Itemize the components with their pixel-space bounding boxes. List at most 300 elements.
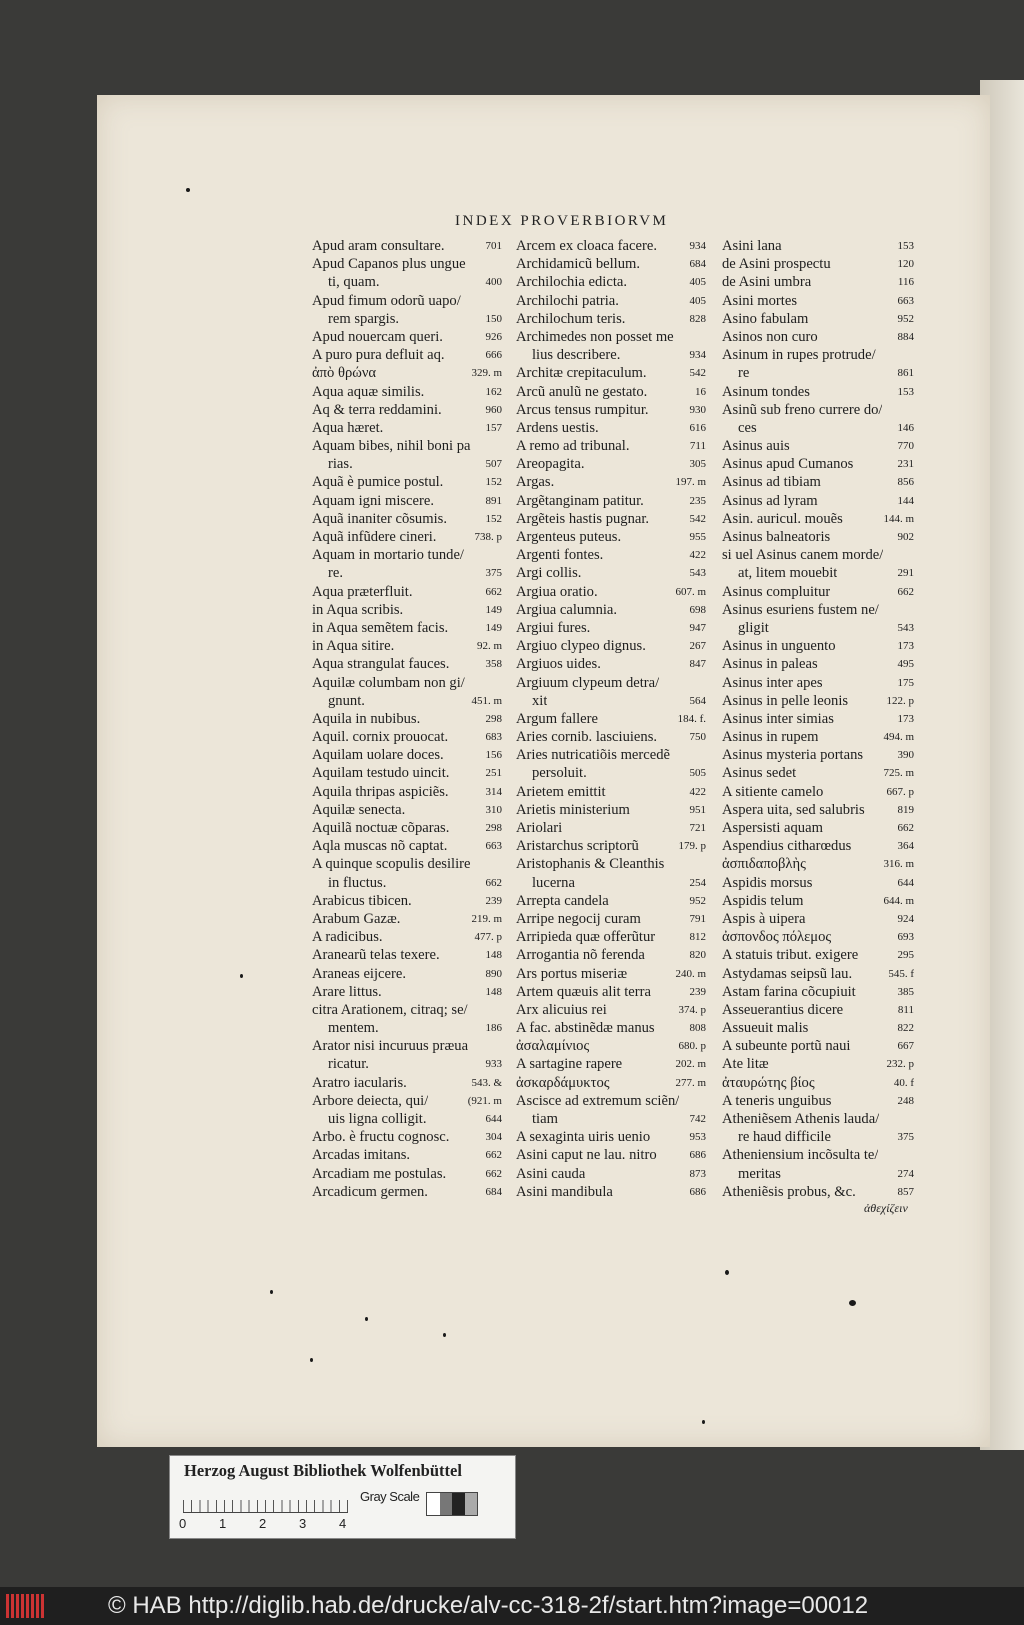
entry-text: Architæ crepitaculum. <box>516 365 647 382</box>
entry-text: Asinus ad lyram <box>722 492 818 509</box>
entry-page-number: 358 <box>485 658 502 671</box>
entry-page-number: 232. p <box>886 1058 914 1071</box>
index-entry <box>722 619 914 637</box>
index-entry <box>722 1001 914 1019</box>
index-entry <box>312 874 502 892</box>
entry-text: Areopagita. <box>516 456 585 473</box>
entry-page-number: 543 <box>689 567 706 580</box>
entry-page-number: 144 <box>897 494 914 507</box>
entry-page-number <box>499 855 502 873</box>
index-entry <box>516 946 706 964</box>
entry-page-number <box>499 674 502 692</box>
index-entry <box>312 946 502 964</box>
entry-text: si uel Asinus canem morde/ <box>722 547 884 564</box>
entry-page-number: 662 <box>485 1167 502 1180</box>
entry-page-number: 329. m <box>471 367 502 380</box>
index-entry <box>722 564 914 582</box>
entry-page-number: 819 <box>897 803 914 816</box>
entry-text: Astam farina cõcupiuit <box>722 983 856 1000</box>
index-entry <box>516 874 706 892</box>
entry-page-number: 667 <box>897 1040 914 1053</box>
entry-page-number: 422 <box>689 549 706 562</box>
entry-text: Aquilam testudo uincit. <box>312 765 450 782</box>
entry-text: A sartagine rapere <box>516 1056 623 1073</box>
entry-page-number <box>911 601 914 619</box>
index-entry <box>516 710 706 728</box>
entry-text: Argiuo clypeo dignus. <box>516 638 646 655</box>
paper-speck <box>270 1290 273 1294</box>
entry-page-number: 122. p <box>886 694 914 707</box>
entry-text: de Asini umbra <box>722 274 812 291</box>
index-entry <box>312 1074 502 1092</box>
entry-page-number: 884 <box>897 330 914 343</box>
entry-text: Asini mortes <box>722 292 797 309</box>
entry-page-number: 152 <box>485 476 502 489</box>
index-entry <box>312 328 502 346</box>
entry-page-number <box>911 1146 914 1164</box>
entry-page-number: 314 <box>485 785 502 798</box>
entry-text: Arabicus tibicen. <box>312 892 412 909</box>
entry-text: in Aqua semẽtem facis. <box>312 619 449 636</box>
entry-text: Apud Capanos plus ungue <box>312 256 466 273</box>
entry-text: de Asini prospectu <box>722 256 831 273</box>
entry-page-number: 711 <box>689 440 706 453</box>
entry-text: in Aqua scribis. <box>312 601 404 618</box>
entry-text: Asin. auricul. mouẽs <box>722 510 843 527</box>
entry-page-number: (921. m <box>467 1094 502 1107</box>
entry-page-number: 148 <box>485 985 502 998</box>
paper-speck <box>365 1317 368 1321</box>
entry-page-number: 150 <box>485 312 502 325</box>
entry-text: A quinque scopulis desilire <box>312 856 471 873</box>
entry-page-number: 890 <box>485 967 502 980</box>
index-entry <box>516 1183 706 1201</box>
entry-page-number: 663 <box>485 840 502 853</box>
entry-page-number: 16 <box>695 385 706 398</box>
entry-page-number: 162 <box>485 385 502 398</box>
entry-text: Aspis à uipera <box>722 910 806 927</box>
index-entry <box>516 255 706 273</box>
entry-page-number: 120 <box>897 258 914 271</box>
index-entry <box>312 764 502 782</box>
index-entry <box>312 619 502 637</box>
entry-text: Archilochum teris. <box>516 310 626 327</box>
index-entry <box>312 583 502 601</box>
index-entry <box>516 364 706 382</box>
entry-text: Asinus apud Cumanos <box>722 456 854 473</box>
index-entry <box>516 1019 706 1037</box>
entry-text: Arietem emittit <box>516 783 606 800</box>
entry-page-number: 924 <box>897 912 914 925</box>
entry-text: Argi collis. <box>516 565 582 582</box>
index-entry <box>312 746 502 764</box>
index-entry <box>722 1165 914 1183</box>
entry-text: Aquilam uolare doces. <box>312 747 444 764</box>
index-entry <box>516 674 706 692</box>
entry-page-number: 543. & <box>471 1076 502 1089</box>
entry-page-number: 644. m <box>883 894 914 907</box>
entry-page-number: 40. f <box>893 1076 914 1089</box>
entry-text: Arrepta candela <box>516 892 609 909</box>
index-entry <box>516 1165 706 1183</box>
entry-text: Arcadas imitans. <box>312 1147 411 1164</box>
entry-text: Arripieda quæ offerũtur <box>516 929 656 946</box>
entry-page-number: 684 <box>485 1185 502 1198</box>
entry-text: Asseuerantius dicere <box>722 1001 844 1018</box>
entry-text: Ariolari <box>516 820 563 836</box>
entry-page-number: 953 <box>689 1131 706 1144</box>
index-entry <box>722 328 914 346</box>
index-entry <box>516 1037 706 1055</box>
entry-text: ἀσαλαμίνιος <box>516 1038 590 1055</box>
entry-page-number: 316. m <box>883 858 914 871</box>
entry-page-number: 157 <box>485 421 502 434</box>
entry-text: Argenti fontes. <box>516 547 604 564</box>
index-entry <box>312 510 502 528</box>
entry-page-number: 149 <box>485 603 502 616</box>
entry-text: Atheniẽsem Athenis lauda/ <box>722 1111 880 1127</box>
index-entry <box>722 1092 914 1110</box>
entry-text: Asinus in paleas <box>722 656 818 673</box>
index-entry <box>312 892 502 910</box>
entry-text: A sexaginta uiris uenio <box>516 1129 651 1146</box>
entry-page-number: 542 <box>689 367 706 380</box>
ruler-tick: 2 <box>259 1516 267 1531</box>
entry-text: Asini lana <box>722 238 782 254</box>
entry-text: Aquã inaniter cõsumis. <box>312 510 447 527</box>
index-entry <box>722 710 914 728</box>
entry-page-number: 92. m <box>476 640 502 653</box>
index-entry <box>516 746 706 764</box>
entry-text: Arbo. è fructu cognosc. <box>312 1129 450 1146</box>
index-entry <box>722 655 914 673</box>
entry-text: persoluit. <box>532 765 587 782</box>
index-entry <box>722 855 914 873</box>
entry-page-number: 721 <box>689 822 706 834</box>
entry-text: Asinus inter simias <box>722 710 834 727</box>
entry-text: Asinus ad tibiam <box>722 474 821 491</box>
index-entry <box>312 801 502 819</box>
entry-page-number: 173 <box>897 640 914 653</box>
index-entry <box>312 1019 502 1037</box>
index-entry <box>722 364 914 382</box>
entry-page-number: 197. m <box>675 476 706 489</box>
entry-page-number: 219. m <box>471 912 502 925</box>
entry-text: tiam <box>532 1111 558 1127</box>
entry-text: Asinus balneatoris <box>722 529 831 545</box>
entry-text: Artem quæuis alit terra <box>516 983 651 1000</box>
entry-text: citra Arationem, citraq; se/ <box>312 1001 468 1018</box>
entry-text: Aries nutricatiõis mercedẽ <box>516 747 670 764</box>
entry-text: in fluctus. <box>328 874 387 891</box>
entry-text: Aq & terra reddamini. <box>312 401 442 418</box>
index-column-3 <box>722 237 914 1201</box>
entry-page-number: 375 <box>897 1131 914 1144</box>
entry-text: at, litem mouebit <box>738 565 838 582</box>
centimeter-ruler <box>183 1488 348 1513</box>
entry-text: Arator nisi incuruus præua <box>312 1038 469 1055</box>
entry-page-number: 179. p <box>678 840 706 853</box>
entry-text: Argẽteis hastis pugnar. <box>516 510 650 527</box>
index-entry <box>516 1001 706 1019</box>
entry-page-number: 298 <box>485 822 502 834</box>
entry-text: Arare littus. <box>312 983 382 1000</box>
entry-page-number: 828 <box>689 312 706 325</box>
index-entry <box>722 346 914 364</box>
entry-page-number: 701 <box>485 240 502 252</box>
entry-text: Aspidis telum <box>722 892 804 909</box>
index-entry <box>516 437 706 455</box>
index-entry <box>722 528 914 546</box>
entry-page-number: 248 <box>897 1094 914 1107</box>
entry-text: Apud nouercam queri. <box>312 328 443 345</box>
entry-text: ἀπὸ θρώνα <box>312 365 377 382</box>
index-entry <box>312 837 502 855</box>
entry-page-number: 374. p <box>678 1003 706 1016</box>
entry-text: Arrogantia nõ ferenda <box>516 947 645 964</box>
index-entry <box>312 692 502 710</box>
entry-page-number: 186 <box>485 1022 502 1035</box>
entry-page-number: 494. m <box>883 731 914 744</box>
index-entry <box>516 1128 706 1146</box>
paper-speck <box>849 1300 856 1306</box>
ruler-tick: 0 <box>179 1516 187 1531</box>
index-entry <box>312 983 502 1001</box>
entry-text: Arcũ anulũ ne gestato. <box>516 383 648 400</box>
entry-text: mentem. <box>328 1020 379 1037</box>
paper-speck <box>702 1420 705 1424</box>
index-entry <box>516 473 706 491</box>
entry-page-number: 149 <box>485 621 502 634</box>
entry-page-number: 955 <box>689 531 706 543</box>
index-entry <box>312 237 502 255</box>
entry-text: Aquilã noctuæ cõparas. <box>312 820 450 836</box>
entry-page-number: 812 <box>689 931 706 944</box>
index-entry <box>312 492 502 510</box>
entry-page-number: 791 <box>689 912 706 925</box>
entry-text: Apud aram consultare. <box>312 238 445 254</box>
index-entry <box>312 255 502 273</box>
index-entry <box>312 819 502 837</box>
index-entry <box>516 819 706 837</box>
entry-page-number: 820 <box>689 949 706 962</box>
entry-text: Aquam igni miscere. <box>312 492 434 509</box>
entry-page-number: 683 <box>485 731 502 744</box>
entry-text: Argẽtanginam patitur. <box>516 492 644 509</box>
index-entry <box>722 637 914 655</box>
index-entry <box>722 383 914 401</box>
index-entry <box>516 1146 706 1164</box>
entry-page-number: 451. m <box>471 694 502 707</box>
entry-text: Argenteus puteus. <box>516 529 622 545</box>
library-scale-card <box>169 1455 516 1539</box>
index-column-2 <box>516 237 706 1201</box>
entry-page-number: 662 <box>485 585 502 598</box>
entry-text: Asini mandibula <box>516 1183 613 1200</box>
index-entry <box>722 1019 914 1037</box>
entry-page-number: 930 <box>689 403 706 416</box>
entry-page-number: 616 <box>689 421 706 434</box>
index-entry <box>312 710 502 728</box>
entry-text: Aqla muscas nõ captat. <box>312 838 448 855</box>
index-entry <box>722 473 914 491</box>
entry-page-number: 304 <box>485 1131 502 1144</box>
index-entry <box>312 546 502 564</box>
entry-text: Ate litæ <box>722 1056 769 1073</box>
entry-page-number: 477. p <box>474 931 502 944</box>
entry-text: Arbore deiecta, qui/ <box>312 1092 429 1109</box>
entry-text: gligit <box>738 619 769 636</box>
index-entry <box>312 1165 502 1183</box>
index-entry <box>722 983 914 1001</box>
entry-text: Ascisce ad extremum sciẽn/ <box>516 1092 680 1109</box>
entry-page-number: 738. p <box>474 531 502 543</box>
index-entry <box>312 1110 502 1128</box>
entry-page-number: 364 <box>897 840 914 853</box>
entry-page-number: 952 <box>689 894 706 907</box>
index-entry <box>516 510 706 528</box>
entry-text: Archilochia edicta. <box>516 274 628 291</box>
paper-speck <box>443 1333 446 1337</box>
index-entry <box>516 528 706 546</box>
paper-speck <box>240 974 243 978</box>
footer-bar <box>0 1587 1024 1625</box>
entry-text: A fac. abstinẽdæ manus <box>516 1020 655 1037</box>
entry-page-number: 156 <box>485 749 502 762</box>
entry-text: Asinũ sub freno currere do/ <box>722 401 883 418</box>
index-entry <box>516 292 706 310</box>
entry-text: Asinum in rupes protrude/ <box>722 347 876 364</box>
entry-text: Ardens uestis. <box>516 419 599 436</box>
index-entry <box>312 855 502 873</box>
entry-page-number: 933 <box>485 1058 502 1071</box>
entry-page-number: 934 <box>689 240 706 252</box>
entry-page-number: 770 <box>897 440 914 453</box>
entry-text: rem spargis. <box>328 310 400 327</box>
entry-page-number: 405 <box>689 276 706 289</box>
ruler-tick: 1 <box>219 1516 227 1531</box>
index-entry <box>722 946 914 964</box>
index-entry <box>312 728 502 746</box>
running-header: INDEX PROVERBIORVM <box>455 213 669 229</box>
entry-page-number: 947 <box>689 621 706 634</box>
entry-page-number: 808 <box>689 1022 706 1035</box>
index-entry <box>312 601 502 619</box>
index-entry <box>516 783 706 801</box>
entry-page-number <box>499 437 502 455</box>
entry-page-number: 184. f. <box>677 712 706 725</box>
index-entry <box>516 728 706 746</box>
index-entry <box>516 764 706 782</box>
entry-page-number: 144. m <box>883 512 914 525</box>
gray-scale-label: Gray Scale <box>360 1489 420 1504</box>
entry-text: ἀσπιδαποβλὴς <box>722 856 806 873</box>
entry-text: Argiua oratio. <box>516 583 598 600</box>
index-entry <box>722 746 914 764</box>
entry-text: Aspera uita, sed salubris <box>722 801 865 818</box>
index-entry <box>516 564 706 582</box>
index-entry <box>312 1037 502 1055</box>
entry-text: Aquila thripas aspiciẽs. <box>312 783 449 800</box>
index-entry <box>722 401 914 419</box>
entry-page-number <box>499 255 502 273</box>
entry-page-number: 662 <box>897 822 914 834</box>
entry-text: lucerna <box>532 874 575 891</box>
entry-page-number: 507 <box>485 458 502 471</box>
ruler-tick: 3 <box>299 1516 307 1531</box>
entry-text: Asini caput ne lau. nitro <box>516 1147 657 1164</box>
entry-text: uis ligna colligit. <box>328 1111 427 1127</box>
index-entry <box>722 546 914 564</box>
index-entry <box>722 1037 914 1055</box>
entry-page-number: 251 <box>485 767 502 780</box>
entry-text: Aquil. cornix prouocat. <box>312 729 449 746</box>
entry-page-number: 926 <box>485 330 502 343</box>
footer-copyright-url[interactable]: © HAB http://diglib.hab.de/drucke/alv-cc-318-2f/start.htm?image=00012 <box>108 1592 869 1619</box>
entry-text: Arcem ex cloaca facere. <box>516 238 657 254</box>
entry-page-number: 202. m <box>675 1058 706 1071</box>
paper-speck <box>725 1270 729 1275</box>
index-entry <box>312 473 502 491</box>
index-entry <box>516 492 706 510</box>
entry-page-number: 952 <box>897 312 914 325</box>
entry-text: Arcadicum germen. <box>312 1183 428 1200</box>
entry-text: re. <box>328 565 343 582</box>
entry-page-number: 667. p <box>886 785 914 798</box>
entry-text: A sitiente camelo <box>722 783 824 800</box>
entry-page-number: 644 <box>485 1113 502 1125</box>
entry-text: Arcadiam me postulas. <box>312 1165 447 1182</box>
entry-text: Arx alicuius rei <box>516 1001 607 1018</box>
index-entry <box>722 292 914 310</box>
catchword: ἀθεχίζειν <box>864 1201 908 1215</box>
index-entry <box>722 437 914 455</box>
entry-text: lius describere. <box>532 347 621 364</box>
entry-page-number: 422 <box>689 785 706 798</box>
entry-page-number: 811 <box>897 1003 914 1016</box>
index-entry <box>722 601 914 619</box>
index-entry <box>312 674 502 692</box>
ruler-tick: 4 <box>339 1516 347 1531</box>
entry-page-number: 742 <box>689 1113 706 1125</box>
entry-text: A subeunte portũ naui <box>722 1038 851 1055</box>
index-entry <box>516 419 706 437</box>
index-entry <box>516 837 706 855</box>
entry-page-number: 902 <box>897 531 914 543</box>
entry-page-number: 400 <box>485 276 502 289</box>
index-entry <box>312 1092 502 1110</box>
entry-page-number <box>911 1110 914 1128</box>
entry-text: Aqua aquæ similis. <box>312 383 425 400</box>
index-entry <box>516 1110 706 1128</box>
entry-page-number: 240. m <box>675 967 706 980</box>
entry-text: Aquilæ senecta. <box>312 801 406 818</box>
entry-text: Aquilæ columbam non gi/ <box>312 674 465 691</box>
entry-page-number: 295 <box>897 949 914 962</box>
index-entry <box>516 546 706 564</box>
index-entry <box>722 583 914 601</box>
entry-text: ἀσπονδος πόλεμος <box>722 929 832 946</box>
entry-page-number: 542 <box>689 512 706 525</box>
entry-page-number: 239 <box>689 985 706 998</box>
entry-text: ces <box>738 419 757 436</box>
entry-page-number: 662 <box>485 1149 502 1162</box>
entry-text: Atheniẽsis probus, &c. <box>722 1183 856 1200</box>
index-entry <box>312 1183 502 1201</box>
index-entry <box>516 692 706 710</box>
index-entry <box>312 1001 502 1019</box>
entry-text: Archimedes non posset me <box>516 328 674 345</box>
